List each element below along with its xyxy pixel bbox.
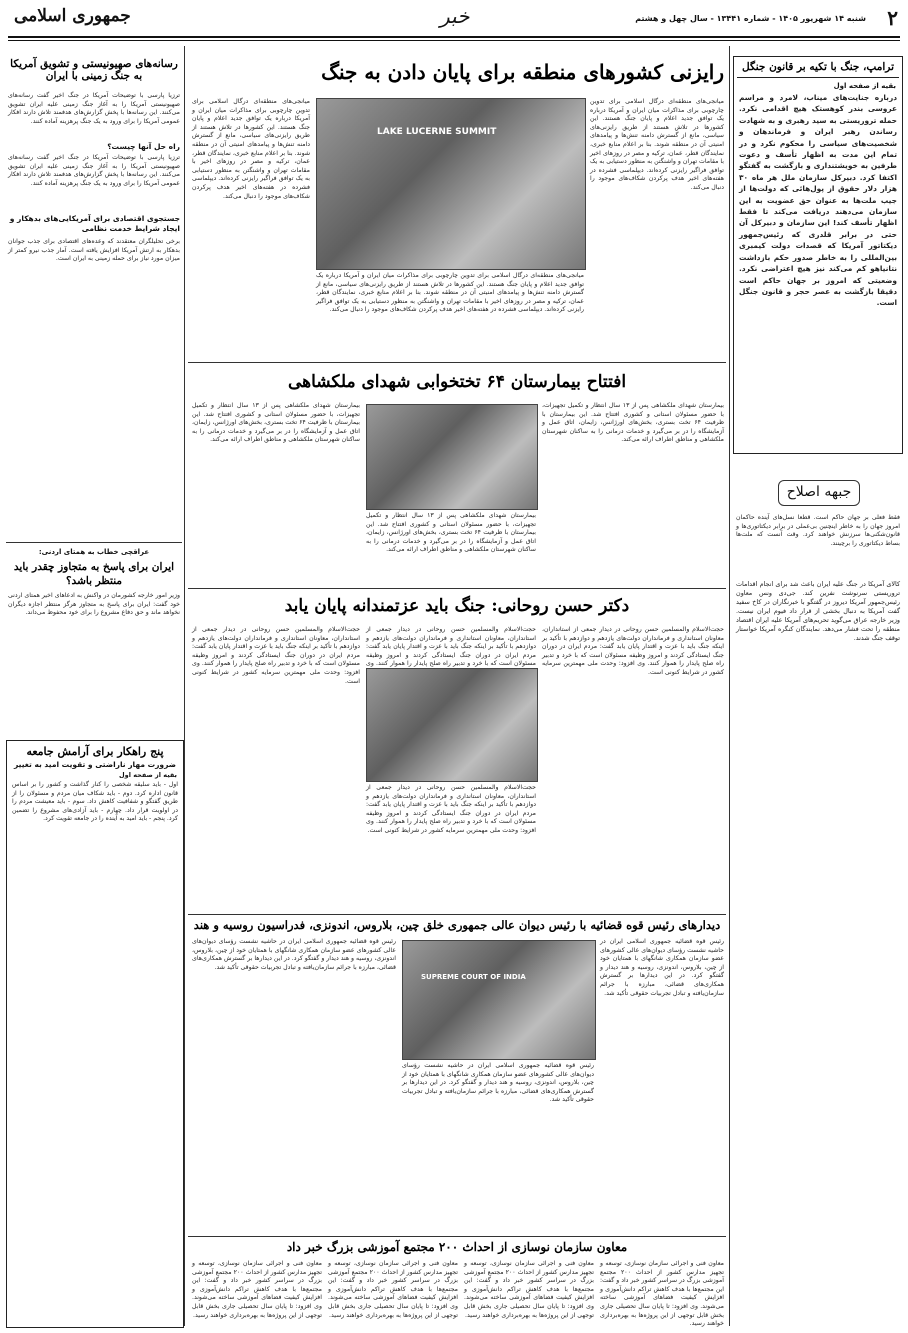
story3-column-right: حجت‌الاسلام والمسلمین حسن روحانی در دیدار جمعی از استانداران، معاونان استانداری و فرمانداران دولت‌های یازدهم و دوازدهم با تأکید بر اینکه جنگ باید با عزت و اقتدار پایان یابد گفت: مردم ایران در دوران جنگ ایستادگی کردند و امروز وظیفه مسئولان است که با خرد و تدبیر راه صلح پایدار را هموار کنند. وی افزود: وحدت ملی مهمترین سرمایه کشور در شرایط کنونی است. [542, 626, 724, 676]
headline-rouhani: دکتر حسن روحانی: جنگ باید عزتمندانه پایان یابد [284, 596, 630, 616]
story1-under-photo: میانجی‌های منطقه‌ای درگال اسلامی برای تدوین چارچوبی برای مذاکرات میان ایران و آمریکا درباره یک توافق جدید اعلام و پایان جنگ هستند. این کشورها در تلاش هستند از طریق رایزنی‌های سیاسی، مانع از گسترش دامنه تنش‌ها و پیامدهای امنیتی آن در منطقه شوند. بنا بر اعلام منابع خبری، نمایندگان قطر، عمان، ترکیه و مصر در روزهای اخیر با مقامات تهران و واشنگتن به منظور دستیابی به یک توافق فراگیر رایزنی کرده‌اند. دیپلماسی فشرده در هفته‌های اخیر هدف پرکردن شکاف‌های موجود را دنبال می‌کند. [316, 272, 584, 314]
summit-photo-caption: LAKE LUCERNE SUMMIT [377, 127, 497, 137]
column-divider-right [729, 46, 730, 1326]
headline-judiciary: دیدارهای رئیس قوه قضائیه با رئیس دیوان عالی جمهوری خلق چین، بلاروس، اندونزی، فدراسیون روسیه و هند [193, 918, 721, 932]
court-photo [402, 940, 596, 1060]
hospital-photo [366, 404, 538, 510]
right-story-box [733, 56, 903, 454]
left-divider-1 [6, 542, 182, 543]
story2-column-right: بیمارستان شهدای ملکشاهی پس از ۱۳ سال انتظار و تکمیل تجهیزات، با حضور مسئولان استانی و کشوری افتتاح شد. این بیمارستان با ظرفیت ۶۴ تخت بستری، بخش‌های اورژانس، زایمان، اتاق عمل و آزمایشگاه را در بر می‌گیرد و خدمات درمانی را به ساکنان شهرستان ملکشاهی و مناطق اطراف ارائه می‌کند. [542, 402, 724, 444]
left-body-1b: ترزیا پارسی با توضیحات آمریکا در جنگ اخیر گفت رسانه‌های صهیونیستی آمریکا را به آغاز جنگ زمینی علیه ایران تشویق می‌کنند. این رسانه‌ها با پخش گزارش‌های هدفمند تلاش دارند افکار عمومی آمریکا را برای ورود به یک جنگ پرهزینه آماده کنند. [8, 154, 180, 187]
column-divider-left [184, 46, 185, 1326]
story4-under-photo: رئیس قوه قضائیه جمهوری اسلامی ایران در حاشیه نشست رؤسای دیوان‌های عالی کشورهای عضو سازمان همکاری شانگهای با همتایان خود از چین، بلاروس، اندونزی، روسیه و هند دیدار و گفتگو کرد. در این دیدارها بر گسترش همکاری‌های قضائی، مبارزه با جرائم سازمان‌یافته و تبادل تجربیات حقوقی تأکید شد. [402, 1062, 594, 1104]
story-divider-1 [188, 362, 726, 363]
brand-logo: جمهوری اسلامی [14, 6, 131, 26]
story3-column-left: حجت‌الاسلام والمسلمین حسن روحانی در دیدار جمعی از استانداران، معاونان استانداری و فرمانداران دولت‌های یازدهم و دوازدهم با تأکید بر اینکه جنگ باید با عزت و اقتدار پایان یابد گفت: مردم ایران در دوران جنگ ایستادگی کردند و امروز وظیفه مسئولان است که با خرد و تدبیر راه صلح پایدار را هموار کنند. وی افزود: وحدت ملی مهمترین سرمایه کشور در شرایط کنونی است. [192, 626, 360, 685]
left-body-3: وزیر امور خارجه کشورمان در واکنش به ادعاهای اخیر همتای اردنی خود گفت: ایران برای پاسخ به متجاوز هرگز منتظر اجازه دیگران نخواهد ماند و حق دفاع مشروع را برای خود محفوظ می‌داند. [8, 592, 180, 617]
rouhani-photo [366, 668, 538, 782]
story3-under-photo: حجت‌الاسلام والمسلمین حسن روحانی در دیدار جمعی از استانداران، معاونان استانداری و فرمانداران دولت‌های یازدهم و دوازدهم با تأکید بر اینکه جنگ باید با عزت و اقتدار پایان یابد گفت: مردم ایران در دوران جنگ ایستادگی کردند و امروز وظیفه مسئولان است که با خرد و تدبیر راه صلح پایدار را هموار کنند. وی افزود: وحدت ملی مهمترین سرمایه کشور در شرایط کنونی است. [366, 784, 536, 834]
left-subhead-2: جستجوی اقتصادی برای آمریکایی‌های بدهکار و ایجاد شرایط خدمت نظامی [9, 214, 180, 233]
story5-column-2: معاون فنی و اجرائی سازمان نوسازی، توسعه و تجهیز مدارس کشور از احداث ۲۰۰ مجتمع آموزشی بزرگ در سراسر کشور خبر داد و گفت: این مجتمع‌ها با هدف کاهش تراکم دانش‌آموزی و افزایش کیفیت فضاهای آموزشی ساخته می‌شوند. وی افزود: تا پایان سال تحصیلی جاری بخش قابل توجهی از این پروژه‌ها به بهره‌برداری خواهند رسید. [464, 1260, 594, 1319]
story2-column-left: بیمارستان شهدای ملکشاهی پس از ۱۳ سال انتظار و تکمیل تجهیزات، با حضور مسئولان استانی و کشوری افتتاح شد. این بیمارستان با ظرفیت ۶۴ تخت بستری، بخش‌های اورژانس، زایمان، اتاق عمل و آزمایشگاه را در بر می‌گیرد و خدمات درمانی را به ساکنان شهرستان ملکشاهی و مناطق اطراف ارائه می‌کند. [192, 402, 361, 444]
header-rule [8, 36, 900, 38]
story4-column-left: رئیس قوه قضائیه جمهوری اسلامی ایران در حاشیه نشست رؤسای دیوان‌های عالی کشورهای عضو سازمان همکاری شانگهای با همتایان خود از چین، بلاروس، اندونزی، روسیه و هند دیدار و گفتگو کرد. در این دیدارها بر گسترش همکاری‌های قضائی، مبارزه با جرائم سازمان‌یافته و تبادل تجربیات حقوقی تأکید شد. [192, 938, 396, 971]
left-body-2: برخی تحلیلگران معتقدند که وعده‌های اقتصادی برای جذب جوانان بدهکار به ارتش آمریکا افزایش یافته است. آمار جذب نیرو کمتر از میزان مورد نیاز برای حمله زمینی به ایران است. [8, 238, 180, 263]
story3-column-mid: حجت‌الاسلام والمسلمین حسن روحانی در دیدار جمعی از استانداران، معاونان استانداری و فرمانداران دولت‌های یازدهم و دوازدهم با تأکید بر اینکه جنگ باید با عزت و اقتدار پایان یابد گفت: مردم ایران در دوران جنگ ایستادگی کردند و امروز وظیفه مسئولان است که با خرد و تدبیر راه صلح پایدار را هموار کنند. وی [366, 626, 536, 668]
left-headline-zionist-media: رسانه‌های صهیونیستی و تشویق آمریکا به جنگ زمینی با ایران [10, 58, 178, 82]
story5-column-4: معاون فنی و اجرائی سازمان نوسازی، توسعه و تجهیز مدارس کشور از احداث ۲۰۰ مجتمع آموزشی بزرگ در سراسر کشور خبر داد و گفت: این مجتمع‌ها با هدف کاهش تراکم دانش‌آموزی و افزایش کیفیت فضاهای آموزشی ساخته می‌شوند. وی افزود: تا پایان سال تحصیلی جاری بخش قابل توجهی از این پروژه‌ها به بهره‌برداری خواهند رسید. [192, 1260, 322, 1319]
section-title: خبر [440, 4, 470, 28]
date-line: شنبه ۱۴ شهریور ۱۴۰۵ - شماره ۱۳۴۴۱ - سال چهل و هشتم [635, 14, 866, 23]
right-story-body: درباره جنایت‌های میناب، لامرد و مراسم عروسی بندر کوهستک هیچ اقدامی نکرد. حمله تروریستی به سید رهبری و به شهادت رساندن رهبر ایران و فرماندهان و شخصیت‌های سیاسی را محکوم نکرد و در تمام این مدت به اظهار تأسف و دعوت طرفین به خویشتنداری و بازگشت به گفتگو اکتفا کرد. دبیرکل سازمان ملل هر ماه ۳۰ هزار دلار حقوق از پول‌هائی که دولت‌ها از جیب ملت‌ها به عنوان حق عضویت به این سازمان می‌دهند دریافت می‌کند تا فقط اظهار تأسف کند! این سازمان و دبیرکل آن حتی در برابر قلدری که رئیس‌جمهور دیکتاتور آمریکا که قصدات دولت کیمبری بین‌المللی را به خاطر صدور حکم بازداشت نتانیاهو کم می‌کند نیز هیچ اعتراضی نکرد. وضعیتی که امروز بر جهان حاکم است دقیقا بازگشت به عصر حجر و قانون جنگل است. [739, 93, 897, 308]
story2-under-photo: بیمارستان شهدای ملکشاهی پس از ۱۳ سال انتظار و تکمیل تجهیزات، با حضور مسئولان استانی و کشوری افتتاح شد. این بیمارستان با ظرفیت ۶۴ تخت بستری، بخش‌های اورژانس، زایمان، اتاق عمل و آزمایشگاه را در بر می‌گیرد و خدمات درمانی را به ساکنان شهرستان ملکشاهی و مناطق اطراف ارائه می‌کند. [366, 512, 537, 554]
story1-column-left: میانجی‌های منطقه‌ای درگال اسلامی برای تدوین چارچوبی برای مذاکرات میان ایران و آمریکا درباره یک توافق جدید اعلام و پایان جنگ هستند. این کشورها در تلاش هستند از طریق رایزنی‌های سیاسی، مانع از گسترش دامنه تنش‌ها و پیامدهای امنیتی آن در منطقه شوند. بنا بر اعلام منابع خبری، نمایندگان قطر، عمان، ترکیه و مصر در روزهای اخیر با مقامات تهران و واشنگتن به منظور دستیابی به یک توافق فراگیر رایزنی کرده‌اند. دیپلماسی فشرده در هفته‌های اخیر هدف پرکردن شکاف‌های موجود را دنبال می‌کند. [192, 98, 310, 200]
right-box-body: فقط فعلی بر جهان حاکم است. قطعا نسل‌های آینده حاکمان امروز جهان را به خاطر اینچنین بی‌عملی در برابر دیکتاتوری‌ها و قانون‌شکنی‌ها سرزنش خواهند کرد. وقت آنست که ملت‌ها بساط دیکتاتوری را برچینند. [736, 514, 900, 547]
left-subhead-3: ضرورت مهار ناراضتی و تقویت امید به تغییر [14, 760, 176, 769]
story1-column-right: میانجی‌های منطقه‌ای درگال اسلامی برای تدوین چارچوبی برای مذاکرات میان ایران و آمریکا درباره یک توافق جدید اعلام و پایان جنگ هستند. این کشورها در تلاش هستند از طریق رایزنی‌های سیاسی، مانع از گسترش دامنه تنش‌ها و پیامدهای امنیتی آن در منطقه شوند. بنا بر اعلام منابع خبری، نمایندگان قطر، عمان، ترکیه و مصر در روزهای اخیر با مقامات تهران و واشنگتن به منظور دستیابی به یک توافق فراگیر رایزنی کرده‌اند. دیپلماسی فشرده در هفته‌های اخیر هدف پرکردن شکاف‌های موجود را دنبال می‌کند. [590, 98, 724, 191]
header-rule-thin [8, 40, 900, 41]
page-number: ۲ [887, 6, 898, 30]
story4-column-right: رئیس قوه قضائیه جمهوری اسلامی ایران در حاشیه نشست رؤسای دیوان‌های عالی کشورهای عضو سازمان همکاری شانگهای با همتایان خود از چین، بلاروس، اندونزی، روسیه و هند دیدار و گفتگو کرد. در این دیدارها بر گسترش همکاری‌های قضائی، مبارزه با جرائم سازمان‌یافته و تبادل تجربیات حقوقی تأکید شد. [600, 938, 724, 997]
story-divider-3 [188, 914, 726, 915]
summit-photo [316, 98, 586, 270]
right-story-headline: ترامپ، جنگ با تکیه بر قانون جنگل [737, 61, 899, 78]
right-story-kicker: بقیه از صفحه اول [833, 82, 896, 90]
headline-hospital: افتتاح بیمارستان ۶۴ تختخوابی شهدای ملکشاهی [287, 372, 627, 392]
story5-column-1: معاون فنی و اجرائی سازمان نوسازی، توسعه و تجهیز مدارس کشور از احداث ۲۰۰ مجتمع آموزشی بزرگ در سراسر کشور خبر داد و گفت: این مجتمع‌ها با هدف کاهش تراکم دانش‌آموزی و افزایش کیفیت فضاهای آموزشی ساخته می‌شوند. وی افزود: تا پایان سال تحصیلی جاری بخش قابل توجهی از این پروژه‌ها به بهره‌برداری خواهند رسید. [600, 1260, 724, 1328]
left-kicker-araghchi: عراقچی خطاب به همتای اردنی: [38, 548, 150, 556]
headline-regional-talks: رایزنی کشورهای منطقه برای پایان دادن به جنگ [321, 60, 724, 84]
left-subhead-1: راه حل آنها چیست؟ [107, 142, 180, 151]
left-box-five-solutions [6, 740, 184, 1328]
headline-schools: معاون سازمان نوسازی از احداث ۲۰۰ مجتمع آموزشی بزرگ خبر داد [286, 1240, 628, 1254]
court-photo-caption: SUPREME COURT OF INDIA [421, 973, 526, 981]
story5-column-3: معاون فنی و اجرائی سازمان نوسازی، توسعه و تجهیز مدارس کشور از احداث ۲۰۰ مجتمع آموزشی بزرگ در سراسر کشور خبر داد و گفت: این مجتمع‌ها با هدف کاهش تراکم دانش‌آموزی و افزایش کیفیت فضاهای آموزشی ساخته می‌شوند. وی افزود: تا پایان سال تحصیلی جاری بخش قابل توجهی از این پروژه‌ها به بهره‌برداری خواهند رسید. [328, 1260, 458, 1319]
left-kicker-3: بقیه از صفحه اول [119, 771, 177, 779]
column-stamp: جبهه اصلاح [778, 480, 860, 506]
right-lower-body: کالای آمریکا در جنگ علیه ایران باعث شد برای انجام اقدامات تروریستی سرنوشت نفرین کند. جی‌دی ونس معاون رئیس‌جمهور آمریکا دیروز در گفتگو با خبرنگاران در کاخ سفید گفت آمریکا به دنبال بخشی از قرار داد فیوم ایران نیست. وزیر خارجه عراق می‌گوید تحریم‌های آمریکا علیه ایران اقتصاد منطقه را تحت فشار می‌دهد. نمایندگان کنگره آمریکا خواستار توقف جنگ شدند. [736, 580, 900, 642]
left-headline-five-solutions: پنج راهکار برای آرامش جامعه [26, 745, 164, 758]
left-body-1: ترزیا پارسی با توضیحات آمریکا در جنگ اخیر گفت رسانه‌های صهیونیستی آمریکا را به آغاز جنگ زمینی علیه ایران تشویق می‌کنند. این رسانه‌ها با پخش گزارش‌های هدفمند تلاش دارند افکار عمومی آمریکا را برای ورود به یک جنگ پرهزینه آماده کنند. [8, 92, 180, 125]
story-divider-4 [188, 1236, 726, 1237]
story-divider-2 [188, 588, 726, 589]
left-headline-iran-response: ایران برای پاسخ به متجاوز چقدر باید منتظر باشد؟ [13, 561, 175, 587]
left-body-4: اول - باید سلیقه شخصی را کنار گذاشت و کشور را بر اساس قانون اداره کرد. دوم - باید شکاف میان مردم و مسئولان را از طریق گفتگو و شفافیت کاهش داد. سوم - باید معیشت مردم را در اولویت قرار داد. چهارم - باید آزادی‌های مشروع را تضمین کرد. پنجم - باید امید به آینده را در جامعه تقویت کرد. [12, 781, 178, 823]
